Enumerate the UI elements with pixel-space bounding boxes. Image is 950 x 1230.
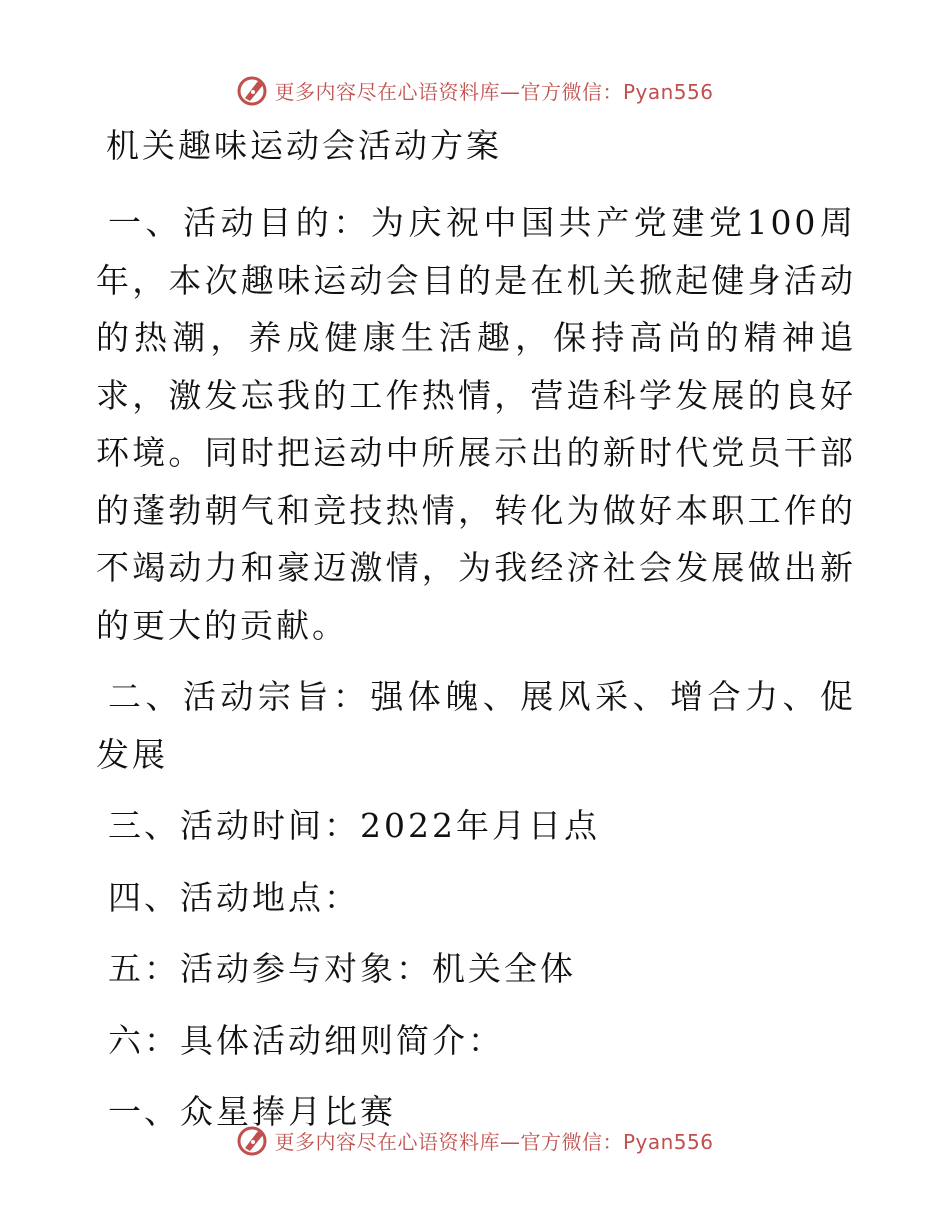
paragraph-location: 四、活动地点： xyxy=(108,877,360,917)
document-title: 机关趣味运动会活动方案 xyxy=(106,126,502,165)
paragraph-event-one: 一、众星捧月比赛 xyxy=(108,1092,396,1131)
paragraph-purpose: 一、活动目的：为庆祝中国共产党建党100周年，本次趣味运动会目的是在机关掀起健身活动的热潮，养成健康生活趣，保持高尚的精神追求，激发忘我的工作热情，营造科学发展的良好环境。同时把运动中所展示出的新时代党员干部的蓬勃朝气和竞技热情，转化为做好本职工作的不竭动力和豪迈激情，为我经济社会发展做出新的更大的贡献。 xyxy=(96,203,856,645)
pen-nib-circle-icon xyxy=(236,1123,270,1157)
header-banner-text: 更多内容尽在心语资料库—官方微信：Pyan556 xyxy=(274,79,714,104)
header-banner xyxy=(0,70,950,110)
paragraph-aim: 二、活动宗旨：强体魄、展风采、增合力、促发展 xyxy=(96,677,856,774)
paragraph-time: 三、活动时间：2022年月日点 xyxy=(108,806,600,845)
footer-banner xyxy=(0,1120,950,1160)
document-body xyxy=(96,118,856,1141)
paragraph-rules-intro: 六：具体活动细则简介： xyxy=(108,1020,504,1060)
pen-nib-circle-icon xyxy=(236,73,270,107)
footer-banner-text: 更多内容尽在心语资料库—官方微信：Pyan556 xyxy=(274,1129,714,1154)
paragraph-participants: 五：活动参与对象：机关全体 xyxy=(108,949,576,988)
